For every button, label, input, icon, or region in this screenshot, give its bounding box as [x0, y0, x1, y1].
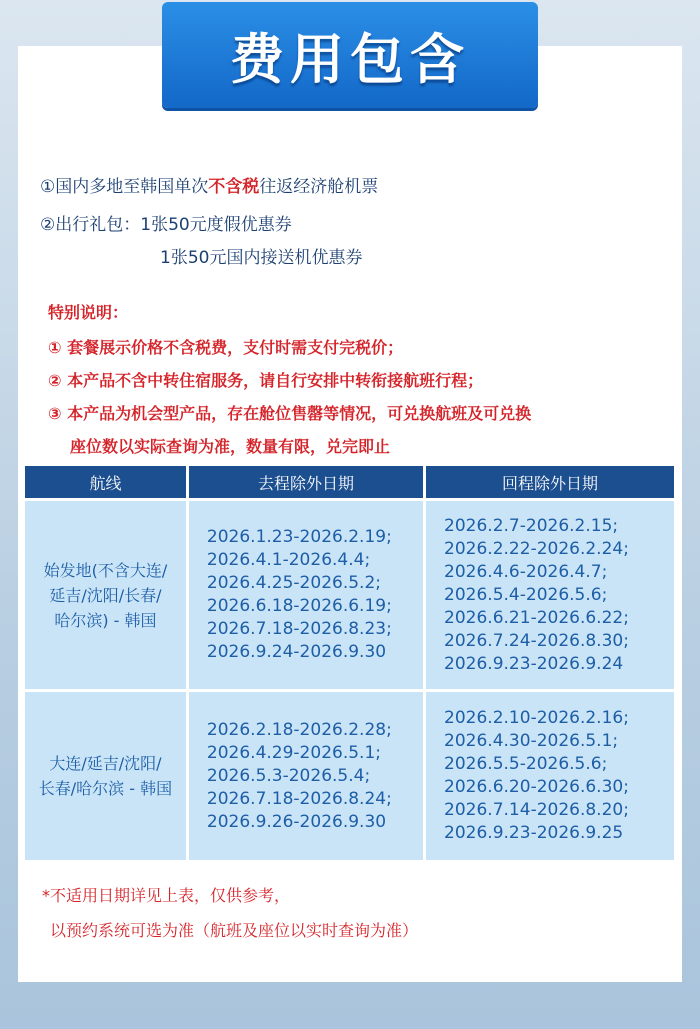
route-line: 长春/哈尔滨 - 韩国 [38, 779, 173, 798]
date-range: 2026.7.18-2026.8.24; [206, 788, 392, 809]
date-range: 2026.9.24-2026.9.30 [206, 642, 387, 662]
title-banner [162, 2, 538, 108]
date-range: 2026.2.18-2026.2.28; [206, 719, 392, 740]
date-range: 2026.2.10-2026.2.16; [444, 708, 629, 728]
date-range: 2026.5.5-2026.5.6; [444, 754, 608, 774]
exclusion-dates-table [22, 463, 677, 863]
date-range: 2026.1.23-2026.2.19; [206, 527, 392, 547]
footer-note-2: 以预约系统可选为准（航班及座位以实时查询为准） [50, 921, 419, 940]
date-range: 2026.5.3-2026.5.4; [206, 765, 371, 786]
include-item-1 [40, 172, 378, 197]
special-notes-title: 特别说明： [48, 303, 129, 322]
include-item-2 [40, 210, 292, 235]
date-range: 2026.6.21-2026.6.22; [444, 607, 629, 628]
date-range: 2026.2.7-2026.2.15; [444, 515, 619, 536]
date-range: 2026.6.18-2026.6.19; [206, 596, 392, 616]
date-range: 2026.7.18-2026.8.23; [206, 619, 392, 639]
date-range: 2026.6.20-2026.6.30; [444, 777, 629, 797]
outbound-dates-cell [189, 692, 423, 860]
route-line: 大连/延吉/沈阳/ [49, 754, 162, 773]
date-range: 2026.9.23-2026.9.25 [444, 823, 624, 843]
inbound-dates-cell [426, 501, 674, 689]
date-range: 2026.4.30-2026.5.1; [444, 731, 619, 751]
page-title: 费用包含 [230, 27, 470, 91]
route-cell [25, 501, 186, 689]
item-number: ① [40, 177, 56, 197]
date-range: 2026.4.29-2026.5.1; [206, 742, 381, 763]
date-range: 2026.7.24-2026.8.30; [444, 630, 629, 651]
footer-note-1: *不适用日期详见上表，仅供参考， [42, 886, 291, 905]
date-range: 2026.5.4-2026.5.6; [444, 584, 608, 605]
note-1: ① 套餐展示价格不含税费，支付时需支付完税价； [48, 338, 404, 357]
outbound-dates-cell [189, 501, 423, 689]
item-number: ② [40, 215, 56, 235]
date-range: 2026.9.26-2026.9.30 [206, 811, 387, 832]
date-range: 2026.4.6-2026.4.7; [444, 561, 608, 582]
header-outbound: 去程除外日期 [189, 466, 423, 498]
date-range: 2026.4.25-2026.5.2; [206, 573, 381, 593]
table-row [25, 692, 674, 860]
header-inbound: 回程除外日期 [426, 466, 674, 498]
note-2: ② 本产品不含中转住宿服务，请自行安排中转衔接航班行程； [48, 371, 484, 390]
route-line: 哈尔滨) - 韩国 [54, 610, 157, 630]
item-text: 往返经济舱机票 [259, 177, 379, 197]
date-range: 2026.9.23-2026.9.24 [444, 653, 624, 674]
route-cell [25, 692, 186, 860]
note-3: ③ 本产品为机会型产品，存在舱位售罄等情况，可兑换航班及可兑换 [48, 404, 532, 423]
date-range: 2026.2.22-2026.2.24; [444, 538, 629, 559]
route-line: 延吉/沈阳/长春/ [49, 585, 162, 605]
note-3-cont: 座位数以实际查询为准，数量有限，兑完即止 [70, 437, 391, 456]
item-text: 出行礼包：1张50元度假优惠券 [55, 215, 292, 235]
item-text: 国内多地至韩国单次 [55, 177, 209, 197]
date-range: 2026.4.1-2026.4.4; [206, 550, 371, 570]
route-line: 始发地(不含大连/ [43, 560, 168, 580]
inbound-dates-cell [426, 692, 674, 860]
include-item-2-cont: 1张50元国内接送机优惠券 [160, 248, 363, 268]
header-route: 航线 [25, 466, 186, 498]
table-header-row [25, 466, 674, 498]
date-range: 2026.7.14-2026.8.20; [444, 800, 629, 820]
table-row [25, 501, 674, 689]
no-tax-highlight: 不含税 [208, 177, 260, 197]
